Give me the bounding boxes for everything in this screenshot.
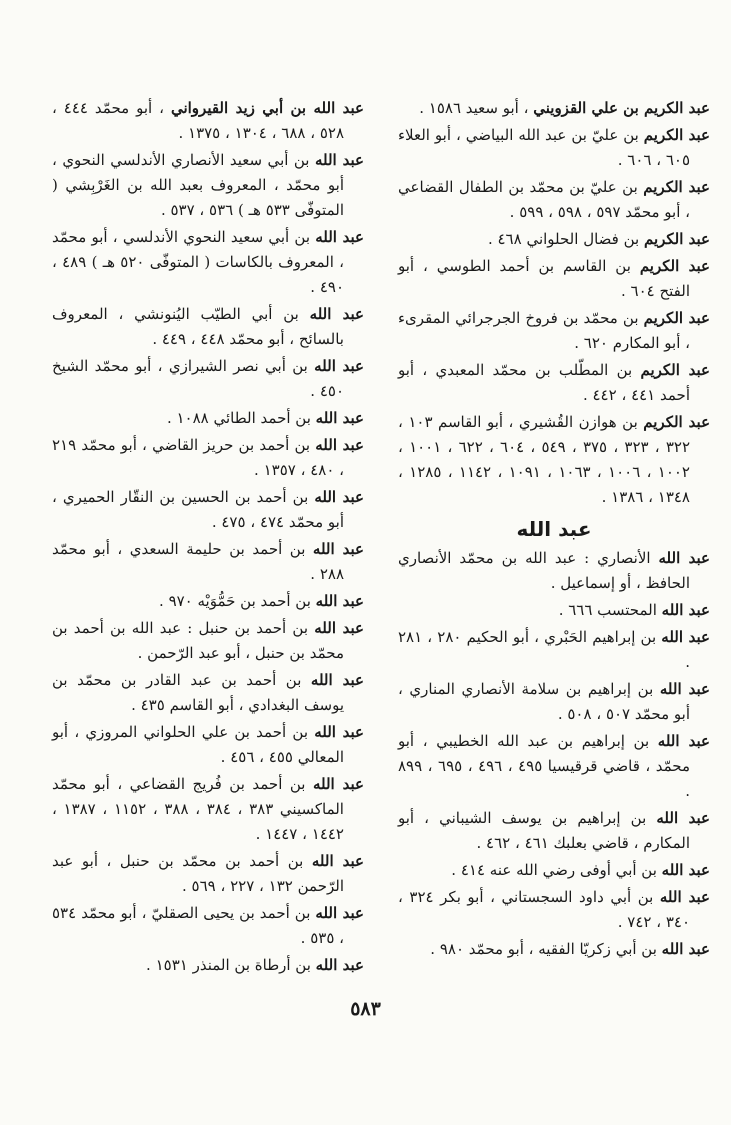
entry-head: عبد الله bbox=[661, 861, 710, 879]
index-entry bbox=[398, 306, 710, 356]
entry-head: عبد الله bbox=[310, 671, 364, 689]
index-entry bbox=[398, 358, 710, 408]
entry-text: بن أحمد الطائي ١٠٨٨ . bbox=[166, 409, 316, 427]
entry-text: ، أبو محمّد ٤٤٤ ، ٥٢٨ ، ٦٨٨ ، ١٣٠٤ ، ١٣٧٥ . bbox=[52, 99, 344, 142]
entry-head: عبد الله bbox=[659, 680, 710, 698]
entry-head: عبد الله bbox=[315, 409, 364, 427]
entry-head: عبد الله bbox=[315, 228, 364, 246]
index-entry bbox=[52, 772, 364, 847]
entry-head: عبد الله bbox=[312, 775, 364, 793]
entry-text: بن أحمد بن يحيى الصقليّ ، أبو محمّد ٥٣٤ ، ٥٣٥ . bbox=[52, 904, 344, 947]
entry-text: بن أبي زكريّا الفقيه ، أبو محمّد ٩٨٠ . bbox=[430, 940, 662, 958]
index-entry bbox=[52, 485, 364, 535]
entry-head: عبد الله bbox=[314, 723, 364, 741]
index-entry bbox=[52, 406, 364, 431]
index-entry bbox=[52, 433, 364, 483]
index-entry bbox=[398, 546, 710, 596]
entry-head: عبد الكريم bbox=[643, 178, 711, 196]
entry-text: الأنصاري : عبد الله بن محمّد الأنصاري الحافظ ، أو إسماعيل . bbox=[398, 549, 690, 592]
index-column-right bbox=[398, 96, 710, 964]
entry-text: بن المطّلب بن محمّد المعبدي ، أبو أحمد ٤٤١ ، ٤٤٢ . bbox=[398, 361, 690, 404]
entry-text: بن أبي سعيد النحوي الأندلسي ، أبو محمّد ، المعروف بالكاسات ( المتوفّى ٥٢٠ هـ ) ٤٨٩ ، ٤٩٠ . bbox=[52, 228, 345, 296]
entry-head: عبد الله bbox=[314, 488, 364, 506]
index-entry bbox=[398, 729, 710, 804]
index-entry bbox=[52, 148, 364, 223]
index-entry bbox=[398, 96, 710, 121]
entry-text: بن أبي أوفى رضي الله عنه ٤١٤ . bbox=[451, 861, 662, 879]
entry-head: عبد الكريم bbox=[640, 361, 710, 379]
entry-text: بن أحمد بن عبد القادر بن محمّد بن يوسف البغدادي ، أبو القاسم ٤٣٥ . bbox=[52, 671, 344, 714]
index-entry bbox=[398, 175, 710, 225]
entry-head: عبد الله bbox=[312, 540, 364, 558]
entry-text: بن أحمد بن حريز القاضي ، أبو محمّد ٢١٩ ، ٤٨٠ ، ١٣٥٧ . bbox=[52, 436, 344, 479]
entry-text: بن أحمد بن حنبل : عبد الله بن أحمد بن محمّد بن حنبل ، أبو عبد الرّحمن . bbox=[52, 619, 344, 662]
entry-head: عبد الكريم bbox=[643, 230, 710, 248]
index-entry bbox=[398, 123, 710, 173]
entry-head: عبد الله bbox=[315, 592, 364, 610]
entry-text: بن إبراهيم بن عبد الله الخطيبي ، أبو محمّد ، قاضي قرقيسيا ٤٩٥ ، ٤٩٦ ، ٦٩٥ ، ٨٩٩ . bbox=[398, 732, 690, 800]
entry-text: بن أحمد بن الحسين بن النقّار الحميري ، أبو محمّد ٤٧٤ ، ٤٧٥ . bbox=[52, 488, 344, 531]
entry-head: عبد الله bbox=[659, 888, 710, 906]
entry-head: عبد الله bbox=[656, 809, 710, 827]
index-entry bbox=[398, 410, 710, 510]
entry-text: بن أحمد بن حَمُّوَيْه ٩٧٠ . bbox=[159, 592, 316, 610]
index-entry bbox=[398, 598, 710, 623]
entry-text: بن عليّ بن عبد الله البياضي ، أبو العلاء ٦٠٥ ، ٦٠٦ . bbox=[398, 126, 690, 169]
entry-head: عبد الكريم bbox=[643, 309, 710, 327]
entry-head: عبد الله bbox=[658, 549, 710, 567]
entry-head: عبد الله bbox=[315, 436, 364, 454]
entry-text: بن محمّد بن فروخ الجرجرائي المقرىء ، أبو المكارم ٦٢٠ . bbox=[398, 309, 690, 352]
entry-head: عبد الله bbox=[661, 601, 710, 619]
entry-text: ، أبو سعيد ١٥٨٦ . bbox=[419, 99, 534, 117]
entry-head: عبد الله bbox=[314, 357, 365, 375]
entry-text: بن إبراهيم بن يوسف الشيباني ، أبو المكارم ، قاضي بعلبك ٤٦١ ، ٤٦٢ . bbox=[398, 809, 690, 852]
entry-text: بن أحمد بن محمّد بن حنبل ، أبو عبد الرّحمن ١٣٢ ، ٢٢٧ ، ٥٦٩ . bbox=[52, 852, 344, 895]
index-entry bbox=[398, 885, 710, 935]
index-entry bbox=[52, 668, 364, 718]
entry-text: بن إبراهيم الحَبْري ، أبو الحكيم ٢٨٠ ، ٢٨١ . bbox=[398, 628, 690, 671]
index-entry bbox=[398, 806, 710, 856]
page-number: ٥٨٣ bbox=[350, 998, 381, 1020]
section-heading: عبد الله bbox=[516, 517, 592, 541]
entry-text: بن أبي نصر الشيرازي ، أبو محمّد الشيخ ٤٥٠ . bbox=[52, 357, 344, 400]
index-entry bbox=[52, 953, 364, 978]
entry-head: عبد الكريم bbox=[643, 413, 711, 431]
index-entry bbox=[398, 227, 710, 252]
index-entry bbox=[52, 901, 364, 951]
entry-head: عبد الله bbox=[657, 732, 710, 750]
index-entry bbox=[398, 254, 710, 304]
index-entry bbox=[52, 302, 364, 352]
entry-head: عبد الكريم bbox=[639, 257, 711, 275]
index-entry bbox=[52, 225, 364, 300]
entry-head: عبد الله bbox=[311, 852, 364, 870]
index-entry bbox=[52, 96, 364, 146]
entry-text: بن عليّ بن محمّد بن الطفال القضاعي ، أبو محمّد ٥٩٧ ، ٥٩٨ ، ٥٩٩ . bbox=[398, 178, 690, 221]
index-entry bbox=[52, 354, 364, 404]
entry-head: عبد الله bbox=[315, 904, 364, 922]
entry-text: بن القاسم بن أحمد الطوسي ، أبو الفتح ٦٠٤ . bbox=[398, 257, 690, 300]
entry-head: عبد الله bbox=[661, 940, 710, 958]
index-entry bbox=[398, 625, 710, 675]
entry-text: بن أبي داود السجستاني ، أبو بكر ٣٢٤ ، ٣٤٠ ، ٧٤٢ . bbox=[398, 888, 690, 931]
entry-head: عبد الله بن أبي زيد القيرواني bbox=[170, 99, 364, 117]
index-entry bbox=[398, 677, 710, 727]
index-column-left bbox=[52, 96, 364, 980]
index-entry bbox=[398, 937, 710, 962]
entry-head: عبد الله bbox=[314, 619, 364, 637]
entry-text: بن أبي الطيّب اليُنونشي ، المعروف بالسائح ، أبو محمّد ٤٤٨ ، ٤٤٩ . bbox=[52, 305, 344, 348]
index-entry bbox=[52, 849, 364, 899]
entry-text: بن أحمد بن فُريج القضاعي ، أبو محمّد الماكسيني ٣٨٣ ، ٣٨٤ ، ٣٨٨ ، ١١٥٢ ، ١٣٨٧ ، ١٤٤٢ ، ١٤٤٧ . bbox=[52, 775, 344, 843]
index-entry bbox=[52, 589, 364, 614]
entry-head: عبد الله bbox=[315, 956, 364, 974]
entry-text: بن أحمد بن حليمة السعدي ، أبو محمّد ٢٨٨ . bbox=[52, 540, 344, 583]
index-entry bbox=[52, 720, 364, 770]
index-entry bbox=[52, 616, 364, 666]
entry-head: عبد الكريم بن علي القزويني bbox=[533, 99, 710, 117]
entry-text: بن أحمد بن علي الحلواني المروزي ، أبو المعالي ٤٥٥ ، ٤٥٦ . bbox=[52, 723, 344, 766]
entry-head: عبد الله bbox=[309, 305, 364, 323]
entry-text: بن هوازن القُشيري ، أبو القاسم ١٠٣ ، ٣٢٢ ، ٣٢٣ ، ٣٧٥ ، ٥٤٩ ، ٦٠٤ ، ٦٢٢ ، ١٠٠١ ، ١٠٠٢ ، ١٠٠٦ ، ١٠٦٣ ، ١٠٩١ ، ١١٤٢ ، ١٢٨٥ ، ١٣٤٨ ، ١٣٨٦ . bbox=[398, 413, 691, 506]
entry-text: بن إبراهيم بن سلامة الأنصاري المناري ، أبو محمّد ٥٠٧ ، ٥٠٨ . bbox=[398, 680, 690, 723]
entry-head: عبد الله bbox=[314, 151, 364, 169]
entry-text: بن أرطاة بن المنذر ١٥٣١ . bbox=[146, 956, 316, 974]
entry-text: بن أبي سعيد الأنصاري الأندلسي النحوي ، أبو محمّد ، المعروف بعبد الله بن الغَرْبِشي ( المتوفّى ٥٣٣ هـ ) ٥٣٦ ، ٥٣٧ . bbox=[52, 151, 344, 219]
index-entry bbox=[52, 537, 364, 587]
entry-head: عبد الكريم bbox=[643, 126, 711, 144]
entry-text: المحتسب ٦٦٦ . bbox=[558, 601, 662, 619]
index-entry bbox=[398, 858, 710, 883]
entry-text: بن فضال الحلواني ٤٦٨ . bbox=[487, 230, 644, 248]
entry-head: عبد الله bbox=[661, 628, 710, 646]
